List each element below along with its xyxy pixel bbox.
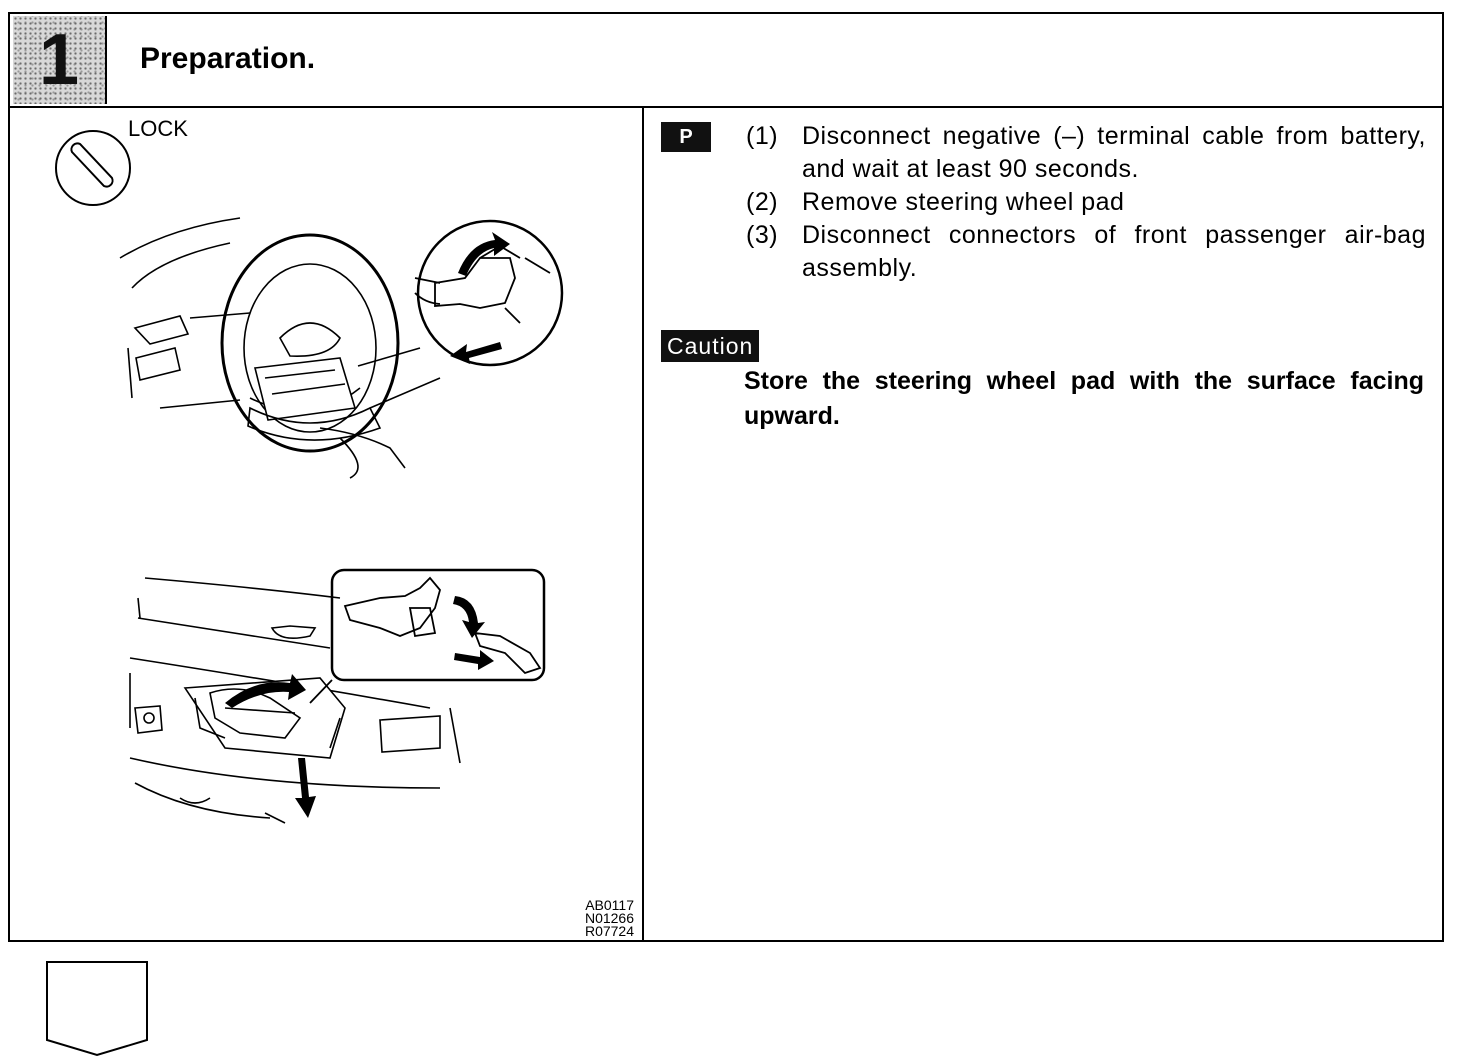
figure-code: AB0117 <box>585 897 634 913</box>
zoom-detail-airbag-connector <box>310 570 544 703</box>
step-header <box>10 14 1442 108</box>
procedure-sheet <box>8 12 1444 942</box>
step-num: (3) <box>746 221 779 249</box>
figure-code: N01266 <box>584 910 634 926</box>
lock-label: LOCK <box>128 116 188 141</box>
lock-key-icon <box>56 131 130 205</box>
step-item <box>746 186 1426 219</box>
step-number-box <box>13 16 107 104</box>
caution-text: Store the steering wheel pad with the surface facing upward. <box>744 367 1424 430</box>
step-num: (2) <box>746 188 779 216</box>
pull-arrow-icon <box>450 342 502 364</box>
step-item <box>746 219 1426 285</box>
figure-code: R07724 <box>584 923 634 939</box>
instruction-panel <box>644 108 1442 940</box>
step-item <box>746 120 1426 186</box>
page-title: Preparation. <box>140 42 316 75</box>
step-number: 1 <box>38 20 80 100</box>
figure-codes <box>585 899 634 938</box>
step-text: Disconnect negative (–) terminal cable from battery, and wait at least 90 seconds. <box>802 122 1426 183</box>
step-text: Remove steering wheel pad <box>802 188 1125 216</box>
page-tab-shape <box>45 960 149 1058</box>
step-num: (1) <box>746 122 779 150</box>
procedure-badge: P <box>661 122 711 152</box>
step-text: Disconnect connectors of front passenger air-bag assembly. <box>802 221 1426 282</box>
illustration-panel <box>10 108 644 940</box>
steering-wheel-drawing <box>120 218 440 478</box>
airbag-illustration <box>10 108 642 940</box>
caution-badge: Caution <box>661 330 759 362</box>
procedure-steps <box>746 120 1426 285</box>
